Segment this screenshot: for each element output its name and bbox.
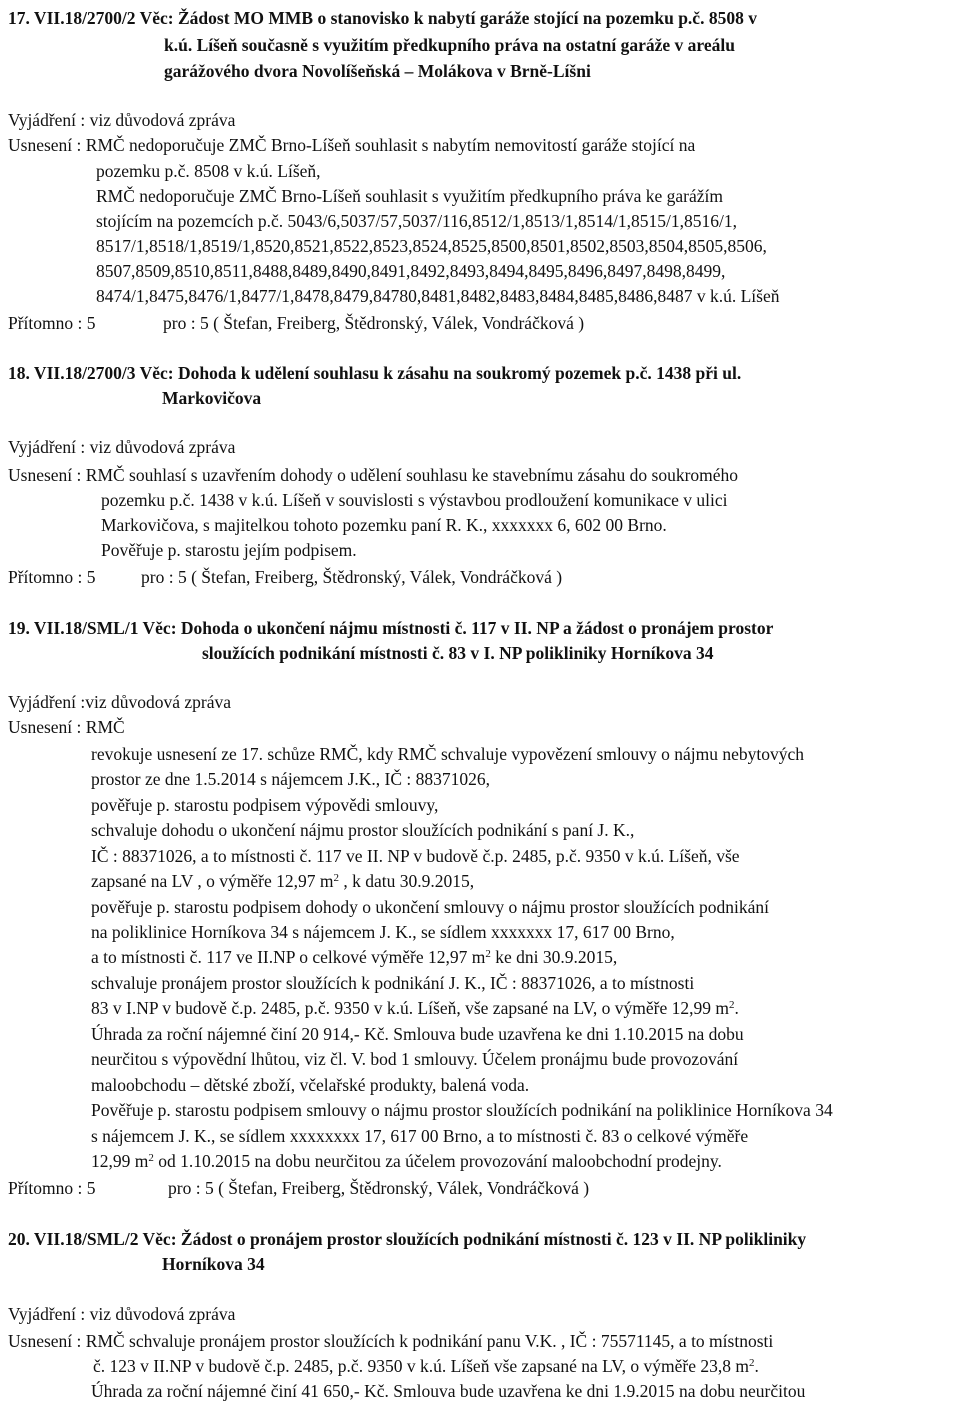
item-17-pro: pro : 5 ( Štefan, Freiberg, Štědronský, Válek, Vondráčková ) [163,313,585,333]
item-19-area-text: zapsané na LV , o výměře 12,97 m [91,871,334,891]
item-17-usneseni-line-6: 8507,8509,8510,8511,8488,8489,8490,8491,8492,8493,8494,8495,8496,8497,8498,8499, [96,261,726,281]
item-19-body-line-1: revokuje usnesení ze 17. schůze RMČ, kdy RMČ schvaluje vypovězení smlouvy o nájmu nebytových [91,744,804,764]
item-19-area-date-text: , k datu 30.9.2015, [339,871,475,891]
item-19-body-line-3: pověřuje p. starostu podpisem výpovědi smlouvy, [91,795,439,815]
item-19-heading-line-2: sloužících podnikání místnosti č. 83 v I. NP polikliniky Horníkova 34 [202,643,714,663]
item-19-usneseni-label: Usnesení : RMČ [8,717,125,737]
item-20-usneseni-line-2 [93,1355,759,1377]
item-17-usneseni-line-5: 8517/1,8518/1,8519/1,8520,8521,8522,8523,8524,8525,8500,8501,8502,8503,8504,8505,8506, [96,236,767,256]
item-19-body-line-17 [91,1150,722,1172]
item-18-heading-line-2: Markovičova [162,388,262,408]
item-19-heading-line-1: 19. VII.18/SML/1 Věc: Dohoda o ukončení nájmu místnosti č. 117 v II. NP a žádost o pronájem prostor [8,618,774,638]
item-17-vyjadreni: Vyjádření : viz důvodová zpráva [8,110,236,130]
item-19-body-line-12: Úhrada za roční nájemné činí 20 914,- Kč. Smlouva bude uzavřena ke dni 1.10.2015 na dobu [91,1024,744,1044]
item-19-lease-area-text: 12,99 m [91,1151,149,1171]
item-19-pritomno: Přítomno : 5 [8,1178,96,1198]
item-19-room83-area-text: 83 v I.NP v budově č.p. 2485, p.č. 9350 v k.ú. Líšeň, vše zapsané na LV, o výměře 12,99 m [91,998,730,1018]
item-19-body-line-5: IČ : 88371026, a to místnosti č. 117 ve II. NP v budově č.p. 2485, p.č. 9350 v k.ú. Líšeň, vše [91,846,740,866]
item-19-body-line-6 [91,870,474,892]
item-17-heading-line-2: k.ú. Líšeň současně s využitím předkupního práva na ostatní garáže v areálu [164,35,735,55]
item-19-room83-period: . [734,998,739,1018]
item-20-vyjadreni: Vyjádření : viz důvodová zpráva [8,1304,236,1324]
item-17-heading-line-3: garážového dvora Novolíšeňská – Molákova v Brně-Líšni [164,61,591,81]
item-19-pro: pro : 5 ( Štefan, Freiberg, Štědronský, Válek, Vondráčková ) [168,1178,590,1198]
item-17-pritomno: Přítomno : 5 [8,313,96,333]
item-19-body-line-9 [91,946,617,968]
item-19-body-line-13: neurčitou s výpovědní lhůtou, viz čl. V. bod 1 smlouvy. Účelem pronájmu bude provozování [91,1049,739,1069]
item-19-room117-superscript: 2 [485,948,491,960]
item-19-body-line-11 [91,997,739,1019]
item-19-body-line-15: Pověřuje p. starostu podpisem smlouvy o nájmu prostor sloužících podnikání na poliklinice Horníkova 34 [91,1100,833,1120]
item-19-body-line-10: schvaluje pronájem prostor sloužících k podnikání J. K., IČ : 88371026, a to místnosti [91,973,695,993]
item-19-room117-area-text: a to místnosti č. 117 ve II.NP o celkové výměře 12,97 m [91,947,486,967]
item-20-room-area-text: č. 123 v II.NP v budově č.p. 2485, p.č. 9350 v k.ú. Líšeň vše zapsané na LV, o výměře 23,8 m [93,1356,749,1376]
item-19-room117-date-text: ke dni 30.9.2015, [490,947,618,967]
item-17-usneseni-line-7: 8474/1,8475,8476/1,8477/1,8478,8479,84780,8481,8482,8483,8484,8485,8486,8487 v k.ú. Líšeň [96,286,780,306]
item-19-body-line-14: maloobchodu – dětské zboží, včelařské produkty, balená voda. [91,1075,530,1095]
item-20-usneseni-line-1: Usnesení : RMČ schvaluje pronájem prostor sloužících k podnikání panu V.K. , IČ : 75571145, a to místnosti [8,1331,774,1351]
item-18-pro: pro : 5 ( Štefan, Freiberg, Štědronský, Válek, Vondráčková ) [141,567,563,587]
item-19-vyjadreni: Vyjádření :viz důvodová zpráva [8,692,232,712]
item-19-area-superscript: 2 [333,872,340,884]
item-17-usneseni-line-4: stojícím na pozemcích p.č. 5043/6,5037/57,5037/116,8512/1,8513/1,8514/1,8515/1,8516/1, [96,211,737,231]
item-18-heading-line-1: 18. VII.18/2700/3 Věc: Dohoda k udělení souhlasu k zásahu na soukromý pozemek p.č. 1438 při ul. [8,363,742,383]
item-19-body-line-7: pověřuje p. starostu podpisem dohody o ukončení smlouvy o nájmu prostor sloužících podnikání [91,897,770,917]
item-19-room83-superscript: 2 [729,999,735,1011]
item-20-heading-line-1: 20. VII.18/SML/2 Věc: Žádost o pronájem prostor sloužících podnikání místnosti č. 123 v II. NP polikliniky [8,1229,807,1249]
item-19-body-line-4: schvaluje dohodu o ukončení nájmu prostor sloužících podnikání s paní J. K., [91,820,635,840]
item-19-body-line-16: s nájemcem J. K., se sídlem xxxxxxxx 17, 617 00 Brno, a to místnosti č. 83 o celkové výměře [91,1126,749,1146]
item-18-vyjadreni: Vyjádření : viz důvodová zpráva [8,437,236,457]
item-18-usneseni-line-3: Markovičova, s majitelkou tohoto pozemku paní R. K., xxxxxxx 6, 602 00 Brno. [101,515,667,535]
item-20-heading-line-2: Horníkova 34 [162,1254,265,1274]
item-19-body-line-8: na poliklinice Horníkova 34 s nájemcem J. K., se sídlem xxxxxxx 17, 617 00 Brno, [91,922,675,942]
item-18-pritomno: Přítomno : 5 [8,567,96,587]
item-17-usneseni-line-2: pozemku p.č. 8508 v k.ú. Líšeň, [96,161,321,181]
item-20-usneseni-line-3: Úhrada za roční nájemné činí 41 650,- Kč. Smlouva bude uzavřena ke dni 1.9.2015 na dobu neurčitou [91,1381,806,1401]
item-19-lease-superscript: 2 [148,1152,154,1164]
item-17-usneseni-line-3: RMČ nedoporučuje ZMČ Brno-Líšeň souhlasit s využitím předkupního práva ke garážím [96,186,723,206]
item-19-body-line-2: prostor ze dne 1.5.2014 s nájemcem J.K., IČ : 88371026, [91,769,491,789]
item-20-area-superscript: 2 [748,1357,755,1369]
item-18-usneseni-line-2: pozemku p.č. 1438 v k.ú. Líšeň v souvislosti s výstavbou prodloužení komunikace v ulici [101,490,728,510]
item-19-lease-term-text: od 1.10.2015 na dobu neurčitou za účelem provozování maloobchodní prodejny. [153,1151,722,1171]
item-18-usneseni-line-1: Usnesení : RMČ souhlasí s uzavřením dohody o udělení souhlasu ke stavebnímu zásahu do soukromého [8,465,739,485]
item-18-usneseni-line-4: Pověřuje p. starostu jejím podpisem. [101,540,357,560]
item-20-area-period: . [754,1356,759,1376]
item-17-usneseni-line-1: Usnesení : RMČ nedoporučuje ZMČ Brno-Líšeň souhlasit s nabytím nemovitostí garáže stojící na [8,135,696,155]
item-17-heading-line-1: 17. VII.18/2700/2 Věc: Žádost MO MMB o stanovisko k nabytí garáže stojící na pozemku p.č. 8508 v [8,8,757,28]
